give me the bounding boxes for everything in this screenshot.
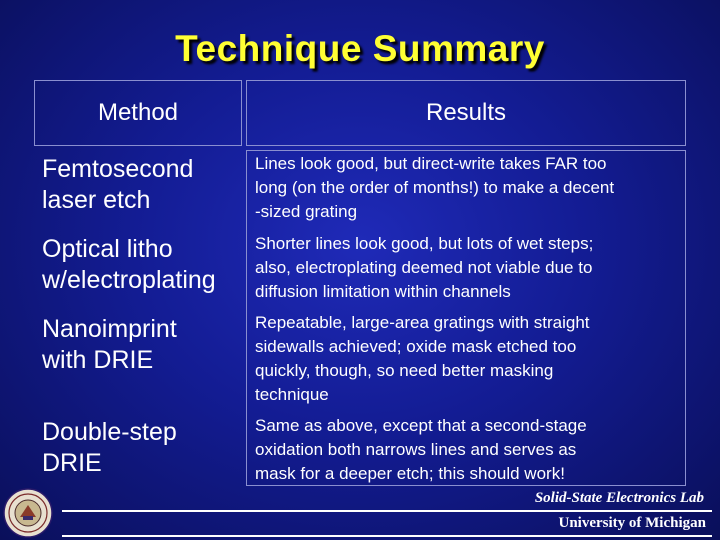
lab-name: Solid-State Electronics Lab <box>534 490 704 506</box>
results-header-cell <box>246 80 686 146</box>
method-line: Femtosecond <box>42 155 194 183</box>
result-line: Lines look good, but direct-write takes FAR too <box>255 154 607 173</box>
table-row-method <box>42 154 262 216</box>
footer-divider <box>62 535 712 537</box>
table-row-result <box>255 414 680 486</box>
table-row-result <box>255 232 680 304</box>
result-line: also, electroplating deemed not viable due to <box>255 258 593 277</box>
method-header: Method <box>97 99 179 126</box>
method-header-cell <box>34 80 242 146</box>
result-line: technique <box>255 385 329 404</box>
result-line: mask for a deeper etch; this should work! <box>255 464 565 483</box>
result-line: Same as above, except that a second-stage <box>255 416 587 435</box>
method-line: with DRIE <box>42 346 154 374</box>
table-row-result <box>255 311 680 407</box>
method-line: Nanoimprint <box>42 315 177 343</box>
result-line: -sized grating <box>255 202 358 221</box>
results-header: Results <box>425 99 507 126</box>
university-name: University of Michigan <box>558 515 706 531</box>
result-line: Shorter lines look good, but lots of wet steps; <box>255 234 594 253</box>
result-line: diffusion limitation within channels <box>255 282 511 301</box>
result-line: quickly, though, so need better masking <box>255 361 554 380</box>
university-seal-icon <box>2 487 54 539</box>
result-line: Repeatable, large-area gratings with straight <box>255 313 590 332</box>
table-row-result <box>255 152 680 224</box>
result-line: oxidation both narrows lines and serves as <box>255 440 577 459</box>
table-row-method <box>42 314 262 376</box>
slide-title: Technique Summary <box>175 28 545 69</box>
footer-divider <box>62 510 712 512</box>
result-line: long (on the order of months!) to make a decent <box>255 178 615 197</box>
method-line: w/electroplating <box>42 266 216 294</box>
table-row-method <box>42 234 262 296</box>
method-line: Optical litho <box>42 235 173 263</box>
result-line: sidewalls achieved; oxide mask etched too <box>255 337 577 356</box>
method-line: laser etch <box>42 186 151 214</box>
method-line: DRIE <box>42 449 102 477</box>
table-row-method <box>42 417 262 479</box>
method-line: Double-step <box>42 418 177 446</box>
summary-table <box>34 80 686 486</box>
